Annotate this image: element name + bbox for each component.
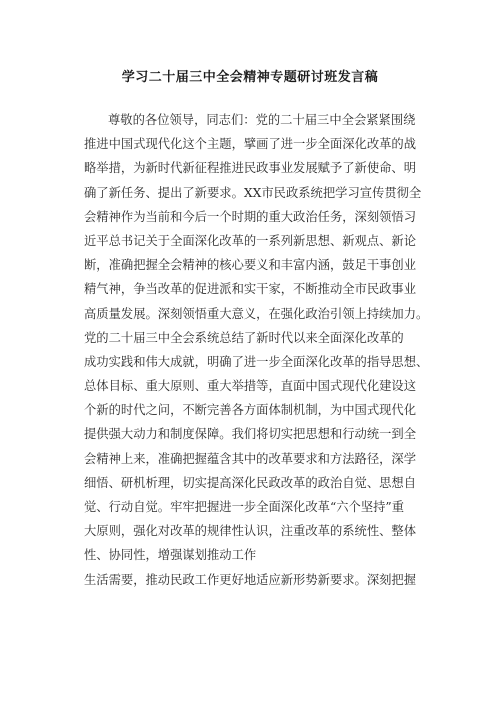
body-line: 近平总书记关于全面深化改革的一系列新思想、新观点、新论 [84,233,417,248]
body-line: 精气神，争当改革的促进派和实干家，不断推动全市民政事业 [84,282,417,297]
body-line: 略举措，为新时代新征程推进民政事业发展赋予了新使命、明 [84,161,417,176]
document-title: 学习二十届三中全会精神专题研讨班发言稿 [121,70,379,85]
body-line: 推进中国式现代化这个主题，擘画了进一步全面深化改革的战 [84,137,417,152]
body-line: 性、协同性，增强谋划推动工作 [84,548,257,563]
body-line: 大原则，强化对改革的规律性认识，注重改革的系统性、整体 [84,524,417,539]
body-line: 个新的时代之问，不断完善各方面体制机制，为中国式现代化 [84,403,417,418]
body-line: 生活需要，推动民政工作更好地适应新形势新要求。深刻把握 [84,572,417,587]
body-line: 确了新任务、提出了新要求。XX市民政系统把学习宣传贯彻全 [84,185,422,200]
body-line: 细悟、研机析理，切实提高深化民政改革的政治自觉、思想自 [84,475,417,490]
body-line: 断，准确把握全会精神的核心要义和丰富内涵，鼓足干事创业 [84,258,417,273]
body-line: 提供强大动力和制度保障。我们将切实把思想和行动统一到全 [84,427,417,442]
body-line: 高质量发展。深刻领悟重大意义，在强化政治引领上持续加力。 [84,306,429,321]
body-line: 总体目标、重大原则、重大举措等，直面中国式现代化建设这 [84,379,417,394]
body-line: 会精神作为当前和今后一个时期的重大政治任务，深刻领悟习 [84,209,417,224]
body-line: 党的二十届三中全会系统总结了新时代以来全面深化改革的 [84,330,404,345]
body-line: 会精神上来，准确把握蕴含其中的改革要求和方法路径，深学 [84,451,417,466]
body-line: 成功实践和伟大成就，明确了进一步全面深化改革的指导思想、 [84,354,429,369]
body-line: 尊敬的各位领导，同志们：党的二十届三中全会紧紧围绕 [108,113,416,127]
body-line: 觉、行动自觉。牢牢把握进一步全面深化改革“六个坚持”重 [84,500,404,514]
document-body [84,108,434,592]
